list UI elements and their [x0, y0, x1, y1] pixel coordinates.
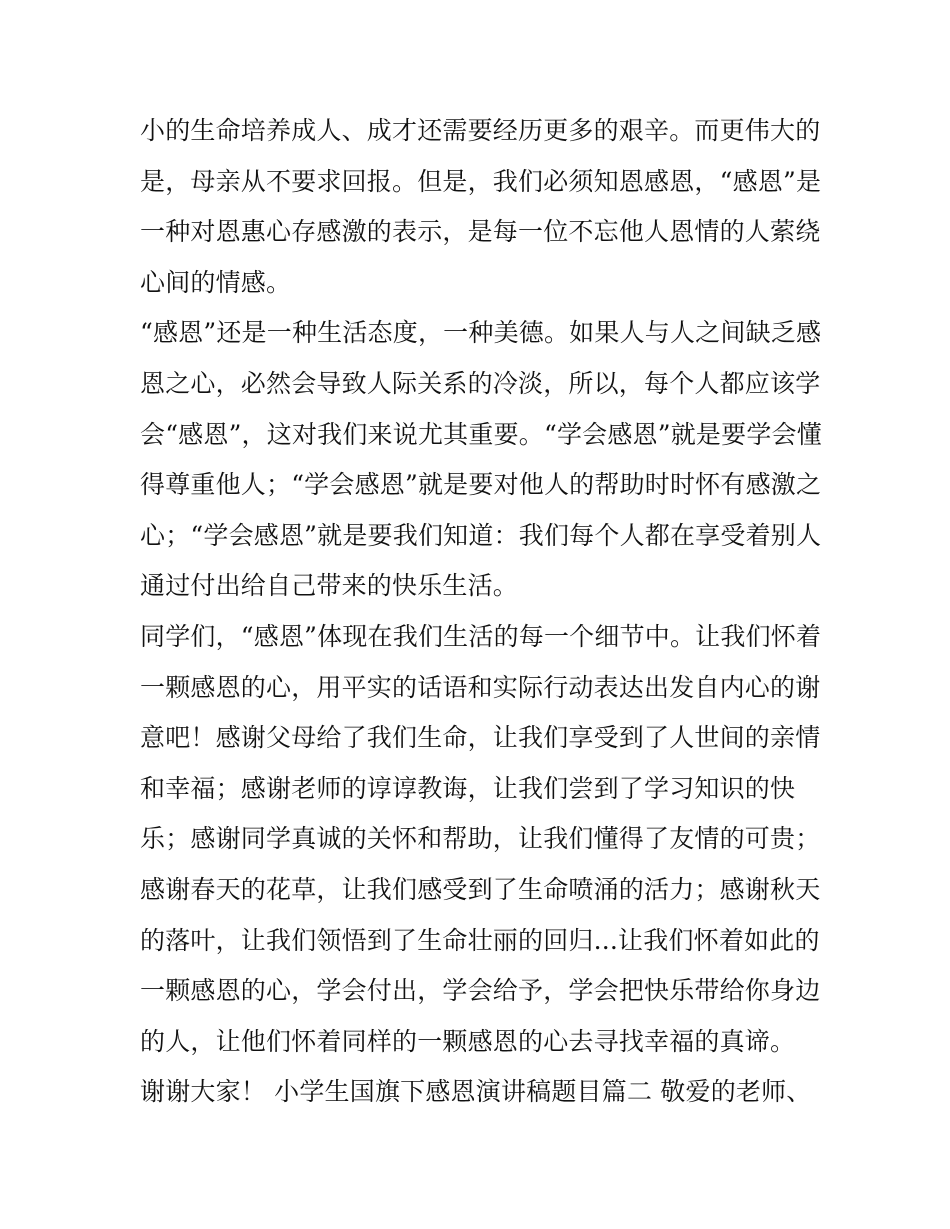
text-line-5: “感恩”还是一种生活态度，一种美德。如果人与人之间缺乏感	[140, 318, 822, 348]
text-line-20: 谢谢大家！ 小学生国旗下感恩演讲稿题目篇二 敬爱的老师、	[140, 1077, 812, 1107]
text-line-18: 一颗感恩的心，学会付出，学会给予，学会把快乐带给你身边	[140, 976, 821, 1006]
text-line-13: 意吧！感谢父母给了我们生命，让我们享受到了人世间的亲情	[140, 723, 821, 753]
text-line-14: 和幸福；感谢老师的谆谆教诲，让我们尝到了学习知识的快	[140, 773, 796, 803]
text-line-19: 的人，让他们怀着同样的一颗感恩的心去寻找幸福的真谛。	[140, 1026, 796, 1056]
text-line-1: 小的生命培养成人、成才还需要经历更多的艰辛。而更伟大的	[140, 116, 821, 145]
text-line-11: 同学们，“感恩”体现在我们生活的每一个细节中。让我们怀着	[140, 621, 822, 651]
text-line-15: 乐；感谢同学真诚的关怀和帮助，让我们懂得了友情的可贵；	[140, 824, 821, 854]
text-line-9: 心；“学会感恩”就是要我们知道：我们每个人都在享受着别人	[140, 520, 822, 550]
text-line-6: 恩之心，必然会导致人际关系的冷淡，所以，每个人都应该学	[140, 368, 821, 398]
text-line-3: 一种对恩惠心存感激的表示，是每一位不忘他人恩情的人萦绕	[140, 217, 821, 247]
body-text	[140, 106, 820, 1118]
text-line-17: 的落叶，让我们领悟到了生命壮丽的回归...让我们怀着如此的	[140, 925, 820, 955]
text-line-4: 心间的情感。	[140, 267, 292, 297]
text-line-2: 是，母亲从不要求回报。但是，我们必须知恩感恩，“感恩”是	[140, 166, 822, 196]
text-line-10: 通过付出给自己带来的快乐生活。	[140, 571, 519, 601]
text-line-8: 得尊重他人；“学会感恩”就是要对他人的帮助时时怀有感激之	[140, 470, 822, 500]
text-line-16: 感谢春天的花草，让我们感受到了生命喷涌的活力；感谢秋天	[140, 874, 821, 904]
text-line-7: 会“感恩”，这对我们来说尤其重要。“学会感恩”就是要学会懂	[140, 419, 822, 449]
text-line-12: 一颗感恩的心，用平实的话语和实际行动表达出发自内心的谢	[140, 672, 821, 702]
